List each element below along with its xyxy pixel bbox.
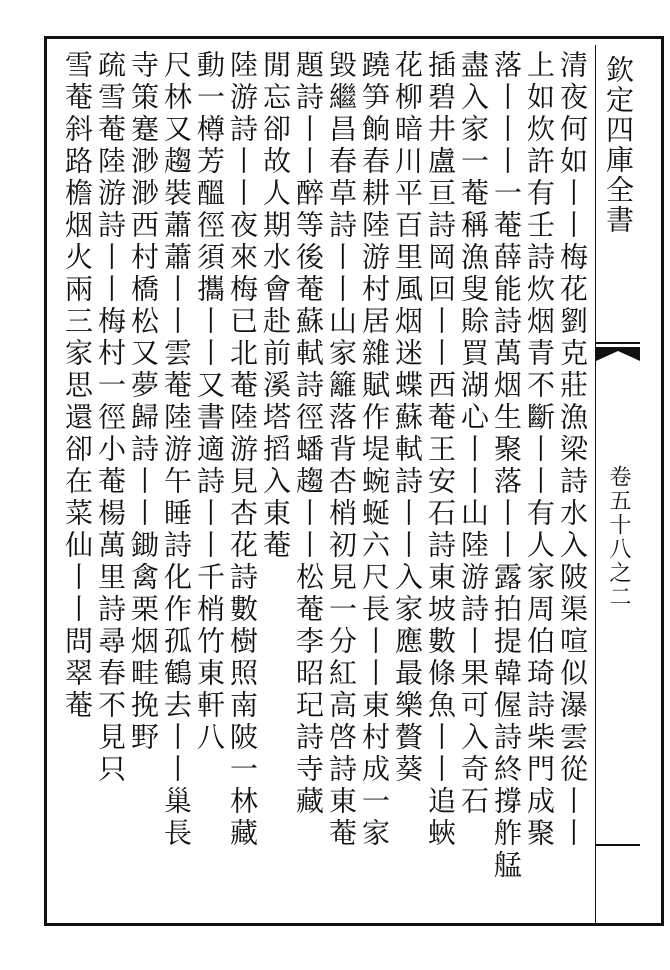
fishtail-bottom-icon (596, 805, 640, 865)
text-column-2: 上如炊許有壬詩炊烟青不斷丨丨有人家周伯琦詩柴門成聚 (523, 50, 556, 850)
text-column-14: 寺策蹇渺渺西村橋松又夢歸詩丨丨鋤禽栗烟畦挽野 (127, 50, 160, 754)
text-column-5: 插碧井盧亘詩岡回丨丨西菴王安石詩東坡數條魚丨丨追蛺 (424, 50, 457, 850)
text-column-13: 尺林又趨裝蕭蕭丨丨雲菴陸游午睡詩化作孤鶴去丨丨巢長 (160, 50, 193, 850)
text-column-1: 清夜何如丨丨梅花劉克莊漁梁詩水入陂渠喧似瀑雲從丨丨 (556, 50, 589, 850)
text-column-15: 疏雪菴陸游詩丨丨梅村一徑小菴楊萬里詩尋春不見只 (94, 50, 127, 786)
book-title: 欽定四庫全書 (602, 55, 635, 235)
fishtail-top-icon (596, 335, 640, 395)
page-margin (595, 45, 640, 925)
text-column-12: 動一樽芳醞徑須攜丨丨又書適詩丨丨千梢竹東軒八 (193, 50, 226, 754)
text-column-4: 盡入家一菴稱漁叟賒買湖心丨丨山陸游詩丨果可入奇石 (457, 50, 490, 818)
volume-label: 卷五十八之二 (606, 465, 631, 609)
text-column-3: 落丨丨丨一菴薛能詩萬烟生聚落丨丨露拍提韓偓詩終撐舴艋 (490, 50, 523, 882)
text-column-7: 蹺笋餉春耕陸游村居雜賦作堤蜿蜒六尺長丨丨東村成一家 (358, 50, 391, 850)
text-column-10: 閒忘卻故人期水會赴前溪塔搯入東菴 (259, 50, 292, 562)
text-column-6: 花柳暗川平百里風烟迷蝶蘇軾詩丨丨入家應最樂贅葵 (391, 50, 424, 786)
text-column-8: 毀繼昌春草詩丨丨山家籬落背杏梢初見一分紅高啓詩東菴 (325, 50, 358, 850)
text-column-9: 題詩丨丨醉等後菴蘇軾詩徑蟠趨丨丨松菴李昭玘詩寺藏 (292, 50, 325, 818)
text-column-16: 雪菴斜路檐烟火兩三家思還卻在菜仙丨丨問翠菴 (61, 50, 94, 722)
text-column-11: 陸游詩丨丨夜來梅已北菴陸游見杏花詩數樹照南陂一林藏 (226, 50, 259, 850)
